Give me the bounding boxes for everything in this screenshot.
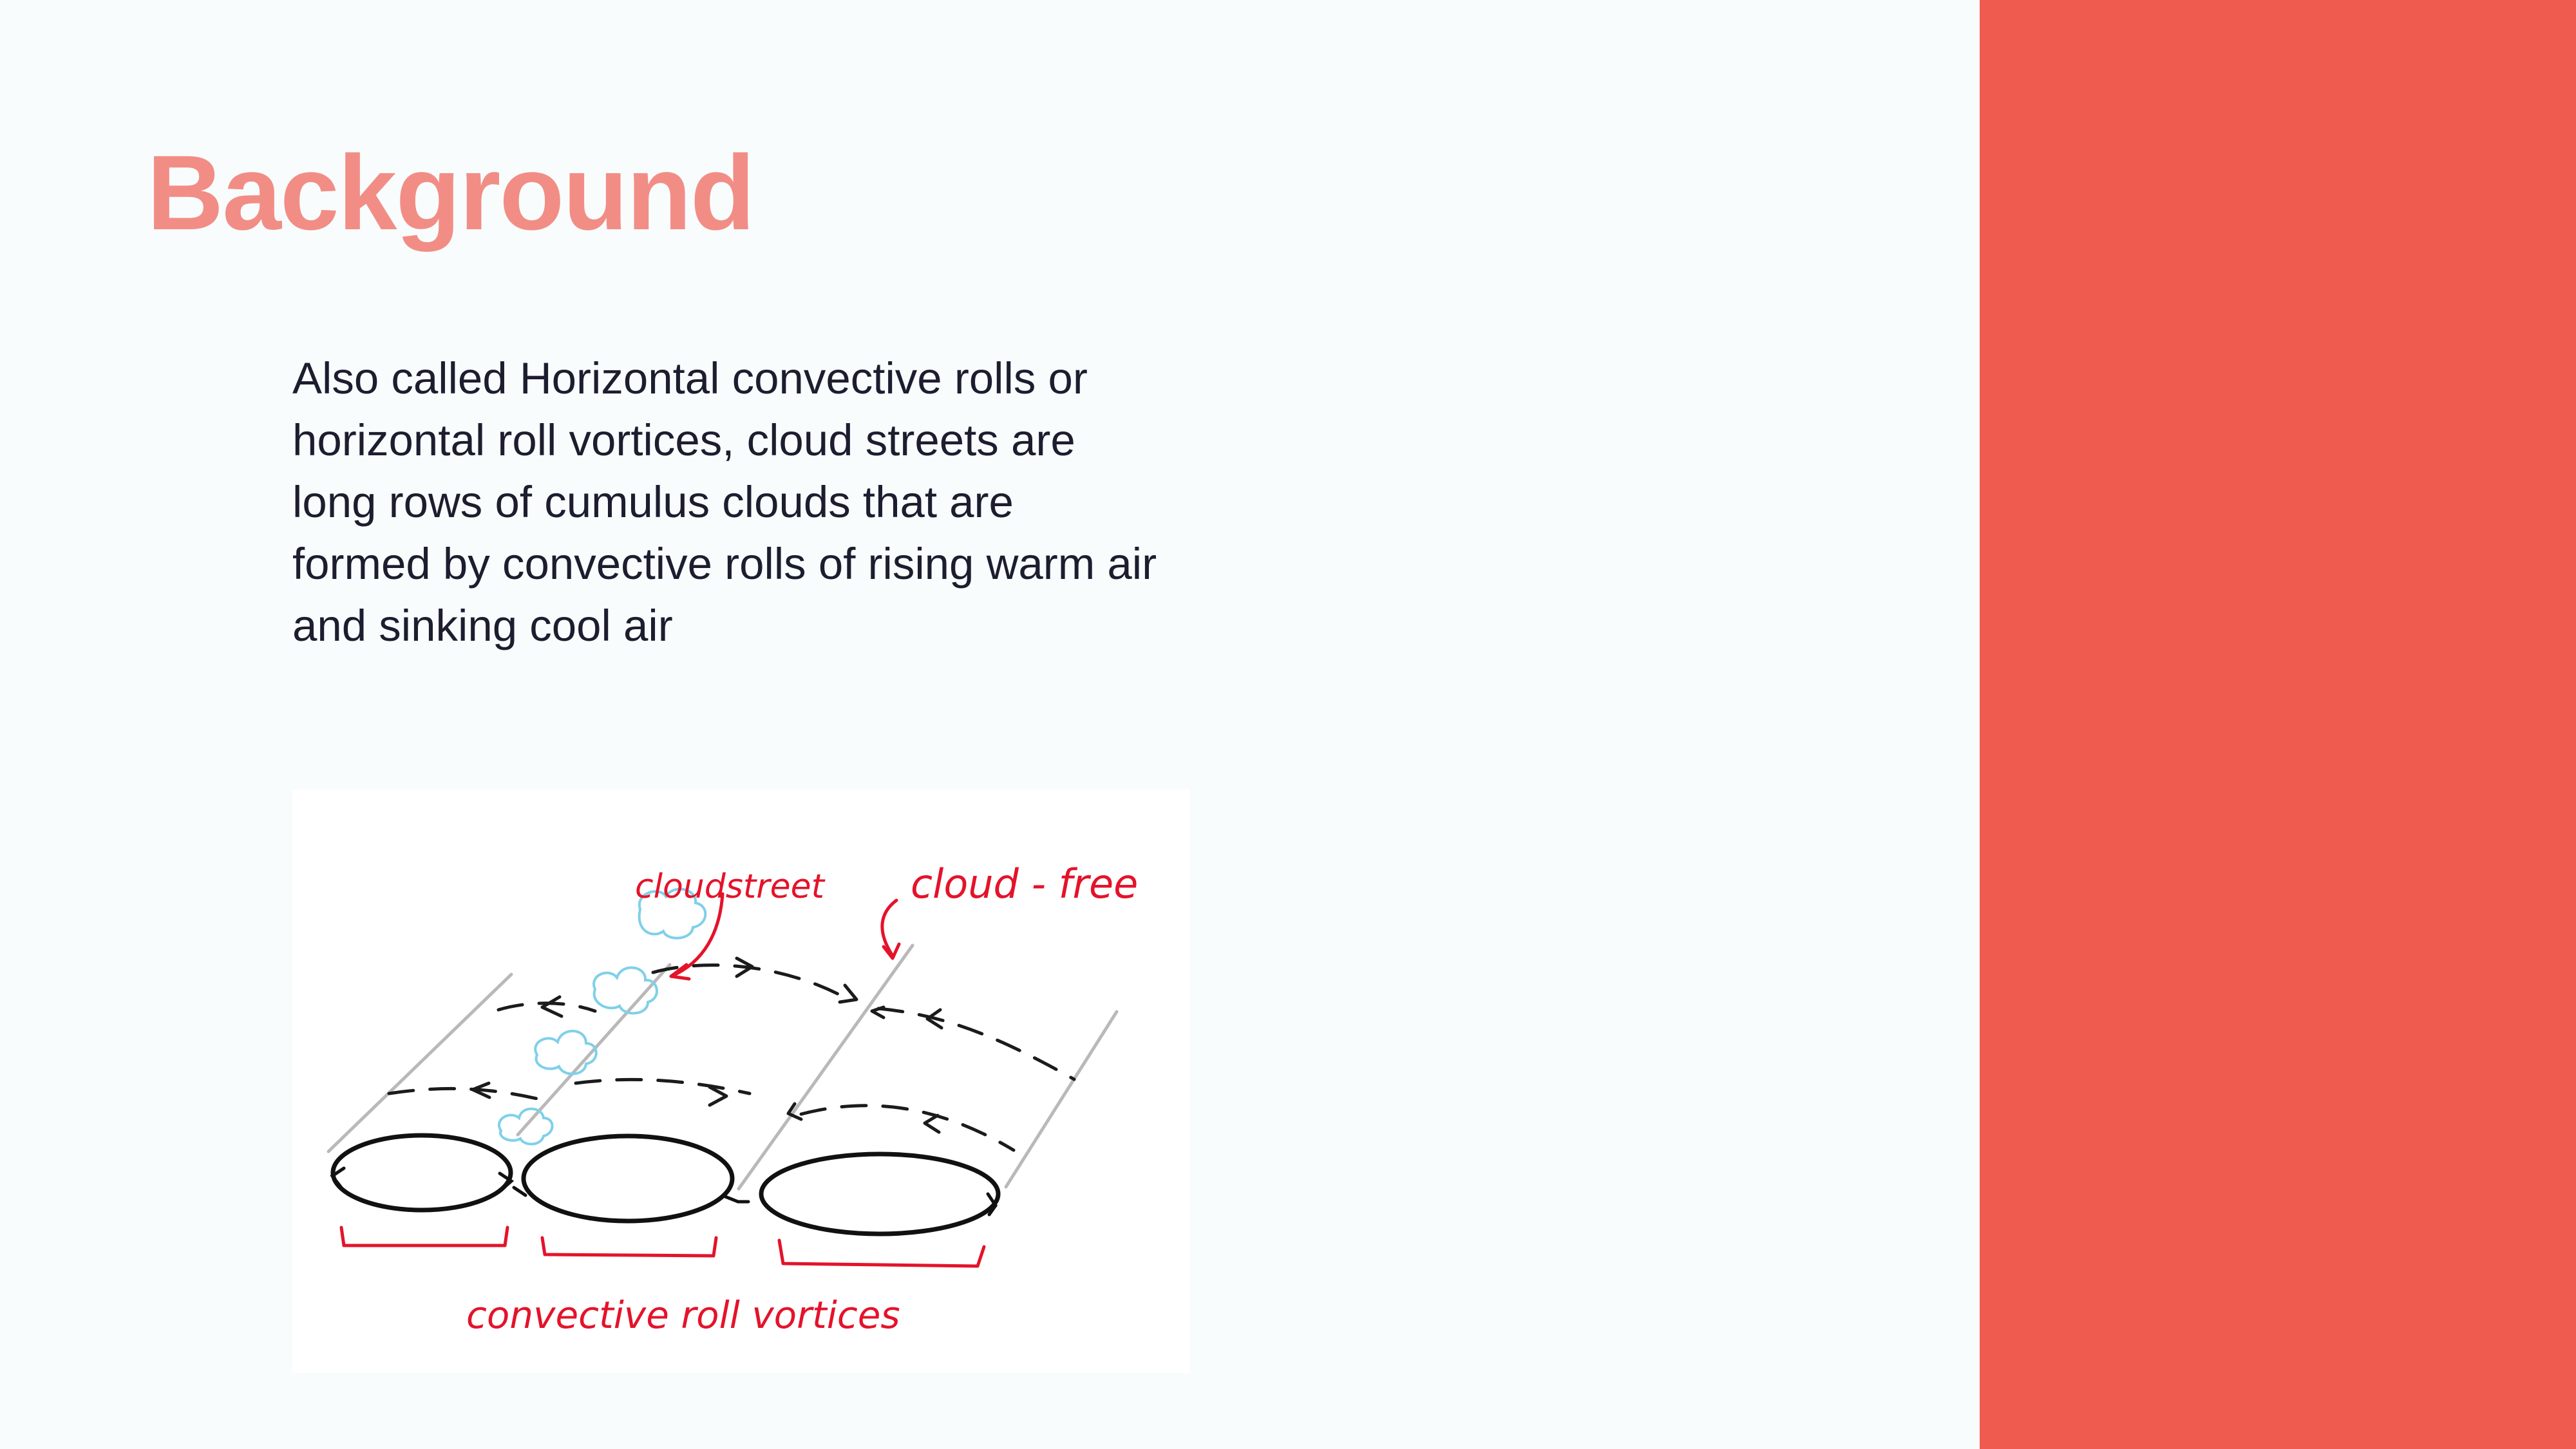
- label-cloudstreet: cloudstreet: [635, 867, 825, 906]
- bracket-left: [341, 1227, 507, 1245]
- slide-body-text: Also called Horizontal convective rolls or horizontal roll vortices, cloud streets are long rows of cumulus clouds that are formed by convective rolls of rising warm air and sinking cool air: [292, 354, 1157, 650]
- guide-line-right: [1006, 1012, 1117, 1187]
- roll-vortex-left: [333, 1135, 511, 1210]
- arrowhead-9: [925, 1115, 939, 1132]
- bracket-middle: [542, 1238, 716, 1256]
- label-convective-roll-vortices: convective roll vortices: [466, 1293, 900, 1337]
- roll-vortex-middle: [524, 1136, 732, 1221]
- arrowhead-4: [872, 1007, 884, 1018]
- slide-title: Background: [147, 133, 754, 252]
- cloud-street-diagram: [292, 790, 1190, 1373]
- circulation-upper-right: [878, 1009, 1074, 1079]
- guide-line-left: [328, 974, 511, 1151]
- roll-vortex-right: [761, 1154, 998, 1234]
- circulation-lower-mid: [576, 1079, 750, 1094]
- circulation-lower-right: [801, 1106, 1014, 1150]
- arrowhead-3: [840, 985, 857, 1002]
- circulation-lower-left: [389, 1088, 537, 1099]
- side-accent-panel: [1980, 0, 2576, 1449]
- bracket-right: [779, 1240, 984, 1266]
- arrowhead-7: [710, 1087, 726, 1105]
- label-cloud-free: cloud - free: [911, 860, 1139, 907]
- cloud-3: [535, 1031, 596, 1074]
- arrowhead-1: [542, 997, 562, 1016]
